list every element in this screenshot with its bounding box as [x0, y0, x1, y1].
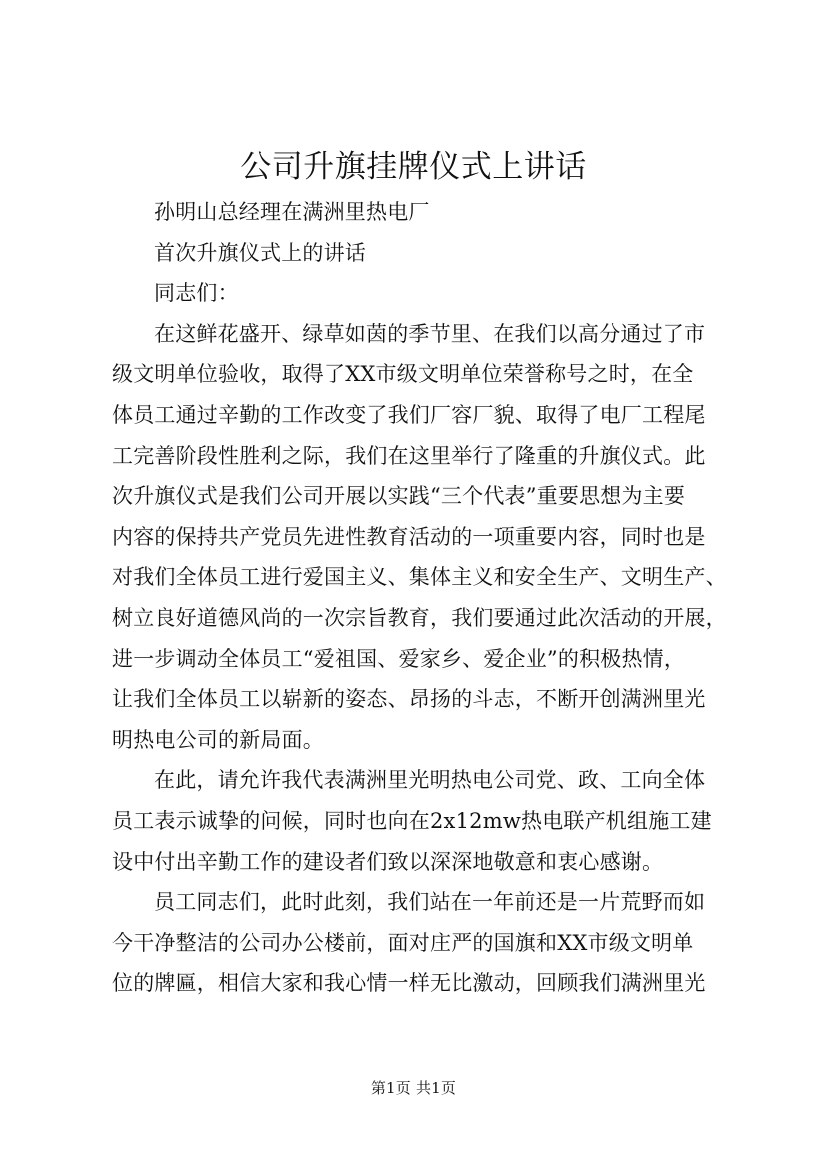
speech-occasion-line: 首次升旗仪式上的讲话: [154, 240, 366, 265]
paragraph-line: 员工同志们，此时此刻，我们站在一年前还是一片荒野而如: [154, 890, 706, 915]
document-title: 公司升旗挂牌仪式上讲话: [240, 149, 587, 185]
paragraph-line: 内容的保持共产党员先进性教育活动的一项重要内容，同时也是: [112, 524, 706, 549]
paragraph-line: 设中付出辛勤工作的建设者们致以深深地敬意和衷心感谢。: [112, 849, 664, 874]
paragraph-line: 进一步调动全体员工“爱祖国、爱家乡、爱企业”的积极热情，: [112, 646, 686, 671]
page-number-footer: 第1页 共1页: [370, 1079, 457, 1097]
paragraph-line: 级文明单位验收，取得了XX市级文明单位荣誉称号之时，在全: [112, 362, 694, 387]
paragraph-line: 员工表示诚挚的问候，同时也向在2x12mw热电联产机组施工建: [112, 808, 712, 833]
paragraph-line: 在这鲜花盛开、绿草如茵的季节里、在我们以高分通过了市: [154, 321, 706, 346]
paragraph-line: 次升旗仪式是我们公司开展以实践“三个代表”重要思想为主要: [112, 484, 686, 509]
paragraph-line: 体员工通过辛勤的工作改变了我们厂容厂貌、取得了电厂工程尾: [112, 402, 706, 427]
paragraph-line: 让我们全体员工以崭新的姿态、昂扬的斗志，不断开创满洲里光: [112, 687, 706, 712]
paragraph-line: 工完善阶段性胜利之际，我们在这里举行了隆重的升旗仪式。此: [112, 443, 706, 468]
paragraph-line: 在此，请允许我代表满洲里光明热电公司党、政、工向全体: [154, 768, 706, 793]
paragraph-line: 今干净整洁的公司办公楼前，面对庄严的国旗和XX市级文明单: [112, 930, 694, 955]
paragraph-line: 位的牌匾，相信大家和我心情一样无比激动，回顾我们满洲里光: [112, 971, 706, 996]
paragraph-line: 明热电公司的新局面。: [112, 727, 324, 752]
salutation-line: 同志们：: [154, 281, 239, 306]
document-body: [112, 192, 727, 1004]
paragraph-line: 对我们全体员工进行爱国主义、集体主义和安全生产、文明生产、: [112, 565, 727, 590]
paragraph-line: 树立良好道德风尚的一次宗旨教育，我们要通过此次活动的开展，: [112, 605, 727, 630]
speaker-line: 孙明山总经理在满洲里热电厂: [154, 200, 430, 224]
